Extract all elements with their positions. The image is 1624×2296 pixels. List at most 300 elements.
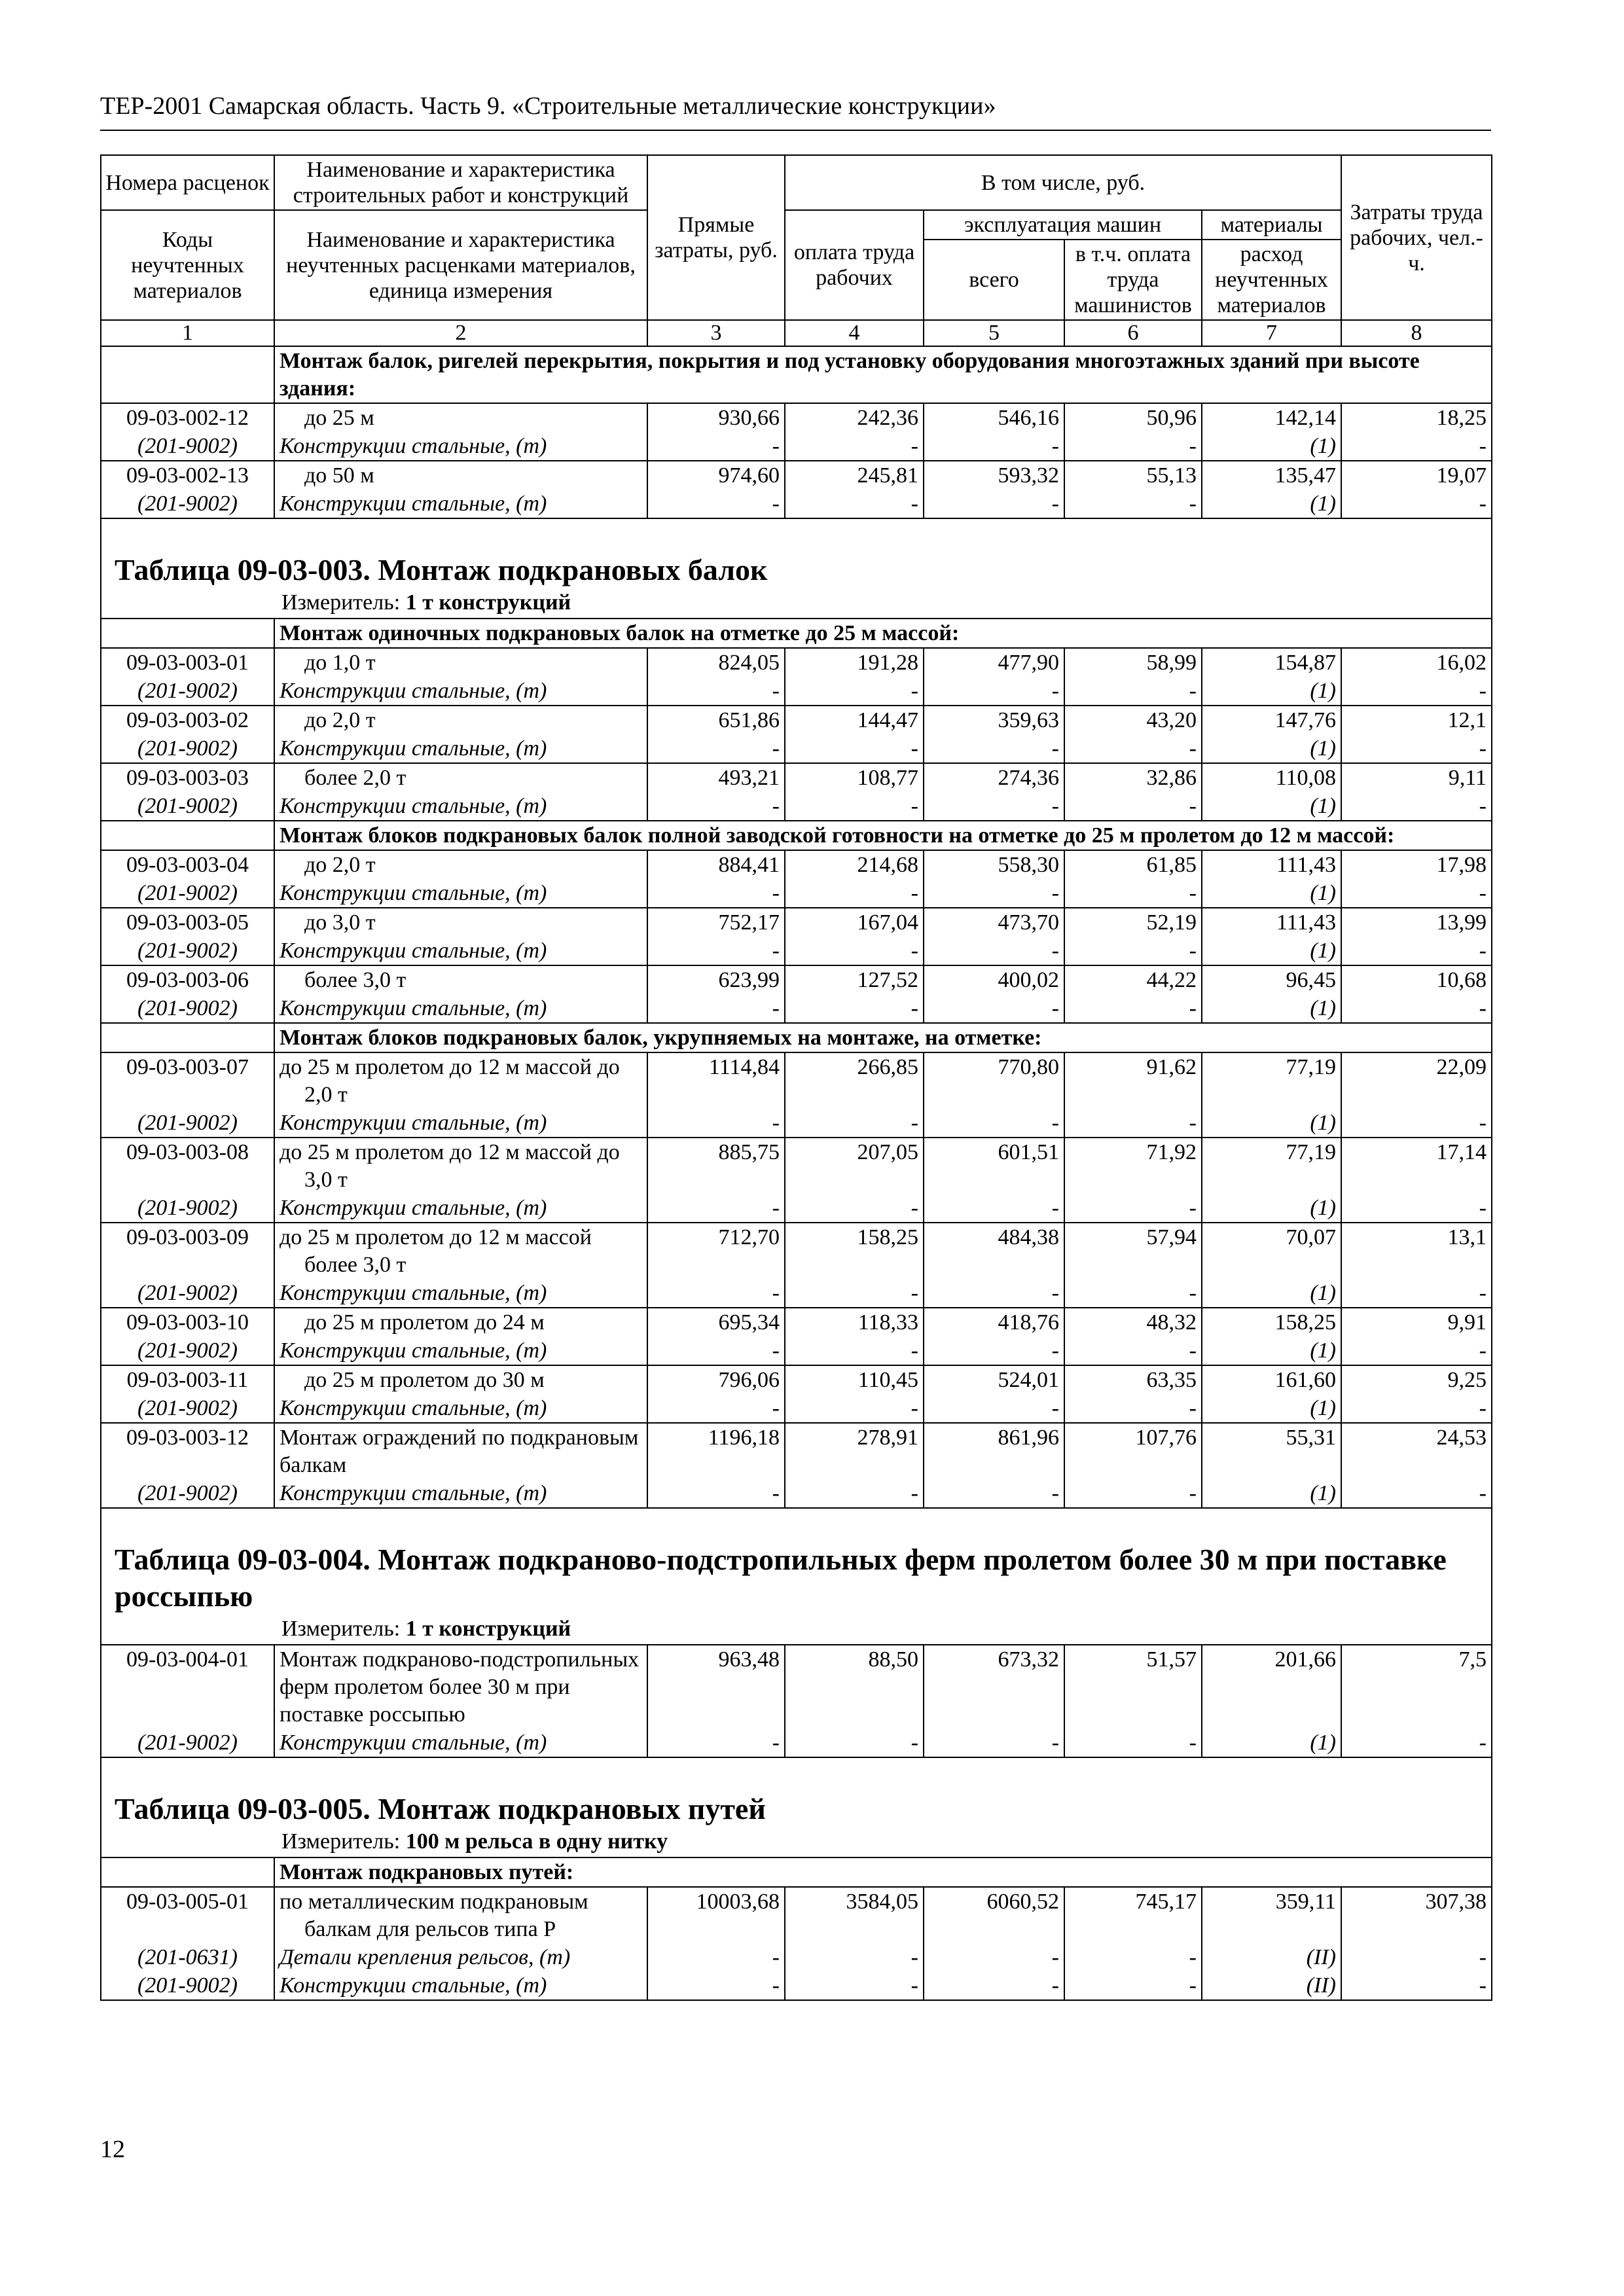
dash-cell: -: [785, 1729, 924, 1757]
machinist-pay: 48,32: [1064, 1308, 1202, 1336]
direct-costs: 712,70: [647, 1223, 785, 1279]
material-name: Конструкции стальные, (т): [274, 1394, 647, 1423]
dash-cell: -: [647, 490, 785, 518]
material-code: (201-9002): [101, 1336, 274, 1365]
material-row: [101, 937, 1492, 965]
material-code: (201-9002): [101, 1971, 274, 2000]
dash-cell: -: [785, 1943, 924, 1971]
labor-pay: 191,28: [785, 648, 924, 677]
rate-code: 09-03-003-05: [101, 908, 274, 937]
table-unit-row: [101, 588, 1492, 619]
labor-pay: 266,85: [785, 1052, 924, 1109]
materials-cost: 135,47: [1202, 461, 1341, 490]
dash-cell: -: [785, 734, 924, 763]
header-direct-costs: Прямые затраты, руб.: [647, 155, 785, 320]
table-unit: [101, 1615, 1492, 1645]
direct-costs: 796,06: [647, 1365, 785, 1394]
dash-cell: -: [1341, 490, 1492, 518]
machinist-pay: 91,62: [1064, 1052, 1202, 1109]
direct-costs: 695,34: [647, 1308, 785, 1336]
table-title: Таблица 09-03-003. Монтаж подкрановых балок: [101, 518, 1492, 588]
dash-cell: -: [647, 994, 785, 1023]
machinist-pay: 107,76: [1064, 1423, 1202, 1479]
material-row: [101, 1729, 1492, 1757]
dash-cell: -: [1341, 1336, 1492, 1365]
direct-costs: 884,41: [647, 850, 785, 879]
material-code: (201-9002): [101, 1479, 274, 1508]
table-title-row: [101, 1508, 1492, 1615]
dash-cell: -: [924, 1109, 1064, 1138]
machinist-pay: 50,96: [1064, 403, 1202, 432]
material-qty: (1): [1202, 734, 1341, 763]
dash-cell: -: [1064, 1394, 1202, 1423]
header-work-name: Наименование и характеристика строительных работ и конструкций: [274, 155, 647, 210]
labor-pay: 88,50: [785, 1645, 924, 1729]
rates-table: [100, 154, 1492, 2001]
materials-cost: 70,07: [1202, 1223, 1341, 1279]
rate-code: 09-03-003-08: [101, 1138, 274, 1194]
dash-cell: -: [785, 1479, 924, 1508]
machine-total: 524,01: [924, 1365, 1064, 1394]
labor-hours: 16,02: [1341, 648, 1492, 677]
section-spacer: [101, 821, 274, 850]
labor-hours: 18,25: [1341, 403, 1492, 432]
unit-label: Измеритель:: [281, 1617, 401, 1641]
rate-code: 09-03-003-02: [101, 706, 274, 734]
dash-cell: -: [647, 1943, 785, 1971]
dash-cell: -: [1341, 994, 1492, 1023]
labor-hours: 9,25: [1341, 1365, 1492, 1394]
column-number: 1: [101, 320, 274, 346]
labor-pay: 118,33: [785, 1308, 924, 1336]
material-name: Конструкции стальные, (т): [274, 677, 647, 706]
dash-cell: -: [647, 937, 785, 965]
dash-cell: -: [1341, 1394, 1492, 1423]
machinist-pay: 61,85: [1064, 850, 1202, 879]
material-name: Конструкции стальные, (т): [274, 490, 647, 518]
rate-code: 09-03-002-12: [101, 403, 274, 432]
direct-costs: 885,75: [647, 1138, 785, 1194]
labor-hours: 13,99: [1341, 908, 1492, 937]
column-number: 2: [274, 320, 647, 346]
dash-cell: -: [647, 1479, 785, 1508]
column-number: 6: [1064, 320, 1202, 346]
rate-name: Монтаж ограждений по подкрановым балкам: [274, 1423, 647, 1479]
dash-cell: -: [1064, 1336, 1202, 1365]
machine-total: 593,32: [924, 461, 1064, 490]
dash-cell: -: [785, 1394, 924, 1423]
header-material-codes: Коды неучтенных материалов: [101, 210, 274, 320]
materials-cost: 142,14: [1202, 403, 1341, 432]
machinist-pay: 63,35: [1064, 1365, 1202, 1394]
column-number: 8: [1341, 320, 1492, 346]
section-heading-row: [101, 1857, 1492, 1887]
dash-cell: -: [785, 1194, 924, 1223]
material-code: (201-9002): [101, 879, 274, 908]
dash-cell: -: [924, 1943, 1064, 1971]
material-qty: (1): [1202, 792, 1341, 821]
dash-cell: -: [924, 792, 1064, 821]
material-qty: (1): [1202, 490, 1341, 518]
dash-cell: -: [1064, 490, 1202, 518]
material-qty: (1): [1202, 879, 1341, 908]
dash-cell: -: [647, 1971, 785, 2000]
dash-cell: -: [924, 734, 1064, 763]
direct-costs: 10003,68: [647, 1887, 785, 1943]
machinist-pay: 44,22: [1064, 965, 1202, 994]
materials-cost: 147,76: [1202, 706, 1341, 734]
machinist-pay: 58,99: [1064, 648, 1202, 677]
labor-hours: 307,38: [1341, 1887, 1492, 1943]
header-materials: материалы: [1202, 210, 1341, 240]
dash-cell: -: [647, 1394, 785, 1423]
rate-code: 09-03-004-01: [101, 1645, 274, 1729]
material-code: (201-9002): [101, 432, 274, 461]
dash-cell: -: [647, 432, 785, 461]
labor-hours: 10,68: [1341, 965, 1492, 994]
dash-cell: -: [1064, 432, 1202, 461]
dash-cell: -: [785, 1336, 924, 1365]
material-row: [101, 1194, 1492, 1223]
dash-cell: -: [1341, 937, 1492, 965]
material-name: Конструкции стальные, (т): [274, 879, 647, 908]
material-name: Конструкции стальные, (т): [274, 937, 647, 965]
material-name: Детали крепления рельсов, (т): [274, 1943, 647, 1971]
labor-hours: 9,91: [1341, 1308, 1492, 1336]
header-machine-operation: эксплуатация машин: [924, 210, 1202, 240]
section-heading-row: [101, 1023, 1492, 1052]
dash-cell: -: [1341, 432, 1492, 461]
material-qty: (1): [1202, 1194, 1341, 1223]
dash-cell: -: [1341, 879, 1492, 908]
material-name: Конструкции стальные, (т): [274, 1109, 647, 1138]
rate-row: [101, 1423, 1492, 1479]
material-qty: (1): [1202, 677, 1341, 706]
header-labor-pay: оплата труда рабочих: [785, 210, 924, 320]
table-title-row: [101, 1757, 1492, 1827]
material-code: (201-9002): [101, 734, 274, 763]
material-qty: (1): [1202, 1336, 1341, 1365]
dash-cell: -: [785, 490, 924, 518]
direct-costs: 623,99: [647, 965, 785, 994]
rate-code: 09-03-002-13: [101, 461, 274, 490]
dash-cell: -: [1064, 1279, 1202, 1308]
material-qty: (1): [1202, 1109, 1341, 1138]
header-including: В том числе, руб.: [785, 155, 1341, 210]
dash-cell: -: [924, 879, 1064, 908]
machine-total: 558,30: [924, 850, 1064, 879]
materials-cost: 55,31: [1202, 1423, 1341, 1479]
material-name: Конструкции стальные, (т): [274, 1336, 647, 1365]
material-code: (201-0631): [101, 1943, 274, 1971]
dash-cell: -: [785, 1279, 924, 1308]
dash-cell: -: [785, 1971, 924, 2000]
labor-hours: 22,09: [1341, 1052, 1492, 1109]
labor-hours: 19,07: [1341, 461, 1492, 490]
table-unit-row: [101, 1827, 1492, 1857]
machine-total: 477,90: [924, 648, 1064, 677]
dash-cell: -: [1341, 1109, 1492, 1138]
header-material-names: Наименование и характеристика неучтенных расценками материалов, единица измерения: [274, 210, 647, 320]
machinist-pay: 55,13: [1064, 461, 1202, 490]
material-qty: (1): [1202, 994, 1341, 1023]
rate-row: [101, 403, 1492, 432]
rate-name: до 25 м пролетом до 30 м: [274, 1365, 647, 1394]
machine-total: 274,36: [924, 763, 1064, 792]
labor-pay: 214,68: [785, 850, 924, 879]
dash-cell: -: [647, 1194, 785, 1223]
materials-cost: 158,25: [1202, 1308, 1341, 1336]
dash-cell: -: [924, 937, 1064, 965]
rate-row: [101, 461, 1492, 490]
dash-cell: -: [924, 994, 1064, 1023]
dash-cell: -: [1064, 994, 1202, 1023]
material-qty: (1): [1202, 1729, 1341, 1757]
rate-code: 09-03-003-11: [101, 1365, 274, 1394]
dash-cell: -: [647, 677, 785, 706]
dash-cell: -: [785, 1109, 924, 1138]
table-unit: [101, 1827, 1492, 1857]
rate-code: 09-03-003-04: [101, 850, 274, 879]
machinist-pay: 51,57: [1064, 1645, 1202, 1729]
dash-cell: -: [1064, 1971, 1202, 2000]
rate-code: 09-03-005-01: [101, 1887, 274, 1943]
dash-cell: -: [924, 432, 1064, 461]
machine-total: 770,80: [924, 1052, 1064, 1109]
material-row: [101, 879, 1492, 908]
direct-costs: 651,86: [647, 706, 785, 734]
unit-label: Измеритель:: [281, 590, 401, 615]
rate-row: [101, 763, 1492, 792]
rate-row: [101, 1138, 1492, 1194]
page-number: 12: [100, 2136, 125, 2163]
dash-cell: -: [1064, 734, 1202, 763]
dash-cell: -: [1064, 1729, 1202, 1757]
machine-total: 601,51: [924, 1138, 1064, 1194]
rate-code: 09-03-003-10: [101, 1308, 274, 1336]
labor-hours: 13,1: [1341, 1223, 1492, 1279]
dash-cell: -: [785, 677, 924, 706]
machine-total: 400,02: [924, 965, 1064, 994]
rate-code: 09-03-003-12: [101, 1423, 274, 1479]
rate-name: до 2,0 т: [274, 850, 647, 879]
table-unit: [101, 588, 1492, 619]
material-row: [101, 432, 1492, 461]
dash-cell: -: [1341, 1943, 1492, 1971]
table-unit-row: [101, 1615, 1492, 1645]
section-heading: Монтаж одиночных подкрановых балок на отметке до 25 м массой:: [274, 619, 1492, 648]
dash-cell: -: [924, 1194, 1064, 1223]
machine-total: 359,63: [924, 706, 1064, 734]
material-row: [101, 1394, 1492, 1423]
material-code: (201-9002): [101, 490, 274, 518]
dash-cell: -: [647, 879, 785, 908]
rate-code: 09-03-003-09: [101, 1223, 274, 1279]
rate-row: [101, 1308, 1492, 1336]
rate-name: по металлическим подкрановым балкам для рельсов типа Р: [274, 1887, 647, 1943]
materials-cost: 77,19: [1202, 1138, 1341, 1194]
labor-pay: 158,25: [785, 1223, 924, 1279]
material-name: Конструкции стальные, (т): [274, 1729, 647, 1757]
dash-cell: -: [1341, 1479, 1492, 1508]
rate-row: [101, 1223, 1492, 1279]
rate-row: [101, 1887, 1492, 1943]
labor-hours: 9,11: [1341, 763, 1492, 792]
dash-cell: -: [647, 734, 785, 763]
labor-pay: 127,52: [785, 965, 924, 994]
labor-pay: 110,45: [785, 1365, 924, 1394]
rate-name: до 25 м пролетом до 12 м массой более 3,0 т: [274, 1223, 647, 1279]
material-row: [101, 677, 1492, 706]
labor-pay: 278,91: [785, 1423, 924, 1479]
dash-cell: -: [1341, 1971, 1492, 2000]
material-code: (201-9002): [101, 994, 274, 1023]
labor-hours: 17,14: [1341, 1138, 1492, 1194]
dash-cell: -: [785, 879, 924, 908]
dash-cell: -: [1341, 1279, 1492, 1308]
unit-value: 1 т конструкций: [405, 590, 571, 615]
material-code: (201-9002): [101, 1109, 274, 1138]
dash-cell: -: [1341, 1194, 1492, 1223]
material-qty: (1): [1202, 1394, 1341, 1423]
rate-name: до 2,0 т: [274, 706, 647, 734]
rate-row: [101, 1645, 1492, 1729]
section-heading-row: [101, 619, 1492, 648]
labor-hours: 24,53: [1341, 1423, 1492, 1479]
rate-row: [101, 965, 1492, 994]
material-code: (201-9002): [101, 1279, 274, 1308]
dash-cell: -: [924, 1279, 1064, 1308]
material-name: Конструкции стальные, (т): [274, 1279, 647, 1308]
rate-name: до 25 м: [274, 403, 647, 432]
labor-pay: 167,04: [785, 908, 924, 937]
materials-cost: 77,19: [1202, 1052, 1341, 1109]
dash-cell: -: [924, 1971, 1064, 2000]
column-number: 7: [1202, 320, 1341, 346]
machinist-pay: 32,86: [1064, 763, 1202, 792]
section-heading: Монтаж блоков подкрановых балок полной заводской готовности на отметке до 25 м пролетом до 12 м массой:: [274, 821, 1492, 850]
rate-row: [101, 908, 1492, 937]
dash-cell: -: [924, 1729, 1064, 1757]
dash-cell: -: [1341, 1729, 1492, 1757]
material-qty: (II): [1202, 1971, 1341, 2000]
machine-total: 546,16: [924, 403, 1064, 432]
materials-cost: 359,11: [1202, 1887, 1341, 1943]
dash-cell: -: [1064, 792, 1202, 821]
dash-cell: -: [924, 490, 1064, 518]
section-heading: Монтаж подкрановых путей:: [274, 1857, 1492, 1887]
page-header: ТЕР-2001 Самарская область. Часть 9. «Строительные металлические конструкции»: [100, 92, 996, 120]
rate-row: [101, 706, 1492, 734]
material-qty: (1): [1202, 937, 1341, 965]
dash-cell: -: [647, 1729, 785, 1757]
table-title: Таблица 09-03-004. Монтаж подкраново-подстропильных ферм пролетом более 30 м при поставке россыпью: [101, 1508, 1492, 1615]
material-row: [101, 734, 1492, 763]
material-row: [101, 1336, 1492, 1365]
direct-costs: 930,66: [647, 403, 785, 432]
rate-name: до 25 м пролетом до 12 м массой до 3,0 т: [274, 1138, 647, 1194]
direct-costs: 974,60: [647, 461, 785, 490]
labor-pay: 3584,05: [785, 1887, 924, 1943]
material-name: Конструкции стальные, (т): [274, 1194, 647, 1223]
labor-pay: 242,36: [785, 403, 924, 432]
rate-row: [101, 1052, 1492, 1109]
dash-cell: -: [647, 1109, 785, 1138]
material-name: Конструкции стальные, (т): [274, 432, 647, 461]
header-rule: [100, 130, 1491, 131]
rate-name: до 1,0 т: [274, 648, 647, 677]
dash-cell: -: [924, 1394, 1064, 1423]
dash-cell: -: [1064, 1109, 1202, 1138]
material-name: Конструкции стальные, (т): [274, 994, 647, 1023]
dash-cell: -: [647, 1336, 785, 1365]
dash-cell: -: [785, 792, 924, 821]
section-heading-row: [101, 346, 1492, 403]
dash-cell: -: [1064, 1479, 1202, 1508]
table-title-row: [101, 518, 1492, 588]
material-row: [101, 1109, 1492, 1138]
labor-hours: 17,98: [1341, 850, 1492, 879]
direct-costs: 824,05: [647, 648, 785, 677]
labor-hours: 7,5: [1341, 1645, 1492, 1729]
machinist-pay: 57,94: [1064, 1223, 1202, 1279]
direct-costs: 963,48: [647, 1645, 785, 1729]
material-qty: (1): [1202, 1279, 1341, 1308]
dash-cell: -: [785, 994, 924, 1023]
rate-name: до 50 м: [274, 461, 647, 490]
rate-name: до 25 м пролетом до 24 м: [274, 1308, 647, 1336]
dash-cell: -: [785, 432, 924, 461]
material-name: Конструкции стальные, (т): [274, 1971, 647, 2000]
header-rate-numbers: Номера расценок: [101, 155, 274, 210]
direct-costs: 1196,18: [647, 1423, 785, 1479]
machine-total: 418,76: [924, 1308, 1064, 1336]
rate-code: 09-03-003-01: [101, 648, 274, 677]
section-heading: Монтаж балок, ригелей перекрытия, покрытия и под установку оборудования многоэтажных зданий при высоте здания:: [274, 346, 1492, 403]
material-qty: (II): [1202, 1943, 1341, 1971]
materials-cost: 201,66: [1202, 1645, 1341, 1729]
labor-pay: 245,81: [785, 461, 924, 490]
table-title: Таблица 09-03-005. Монтаж подкрановых путей: [101, 1757, 1492, 1827]
dash-cell: -: [1341, 677, 1492, 706]
material-row: [101, 792, 1492, 821]
section-spacer: [101, 1857, 274, 1887]
rate-row: [101, 850, 1492, 879]
column-number: 3: [647, 320, 785, 346]
unit-label: Измеритель:: [281, 1829, 401, 1854]
section-spacer: [101, 346, 274, 403]
dash-cell: -: [924, 1479, 1064, 1508]
rate-name: более 3,0 т: [274, 965, 647, 994]
material-row: [101, 1479, 1492, 1508]
labor-pay: 144,47: [785, 706, 924, 734]
rate-name: до 25 м пролетом до 12 м массой до 2,0 т: [274, 1052, 647, 1109]
machine-total: 484,38: [924, 1223, 1064, 1279]
dash-cell: -: [647, 1279, 785, 1308]
material-code: (201-9002): [101, 937, 274, 965]
header-labor-hours: Затраты труда рабочих, чел.-ч.: [1341, 155, 1492, 320]
section-heading: Монтаж блоков подкрановых балок, укрупняемых на монтаже, на отметке:: [274, 1023, 1492, 1052]
machine-total: 6060,52: [924, 1887, 1064, 1943]
column-number: 4: [785, 320, 924, 346]
dash-cell: -: [1341, 792, 1492, 821]
column-number: 5: [924, 320, 1064, 346]
material-code: (201-9002): [101, 792, 274, 821]
labor-pay: 108,77: [785, 763, 924, 792]
header-machine-total: всего: [924, 240, 1064, 320]
unit-value: 100 м рельса в одну нитку: [405, 1829, 668, 1854]
rate-code: 09-03-003-07: [101, 1052, 274, 1109]
